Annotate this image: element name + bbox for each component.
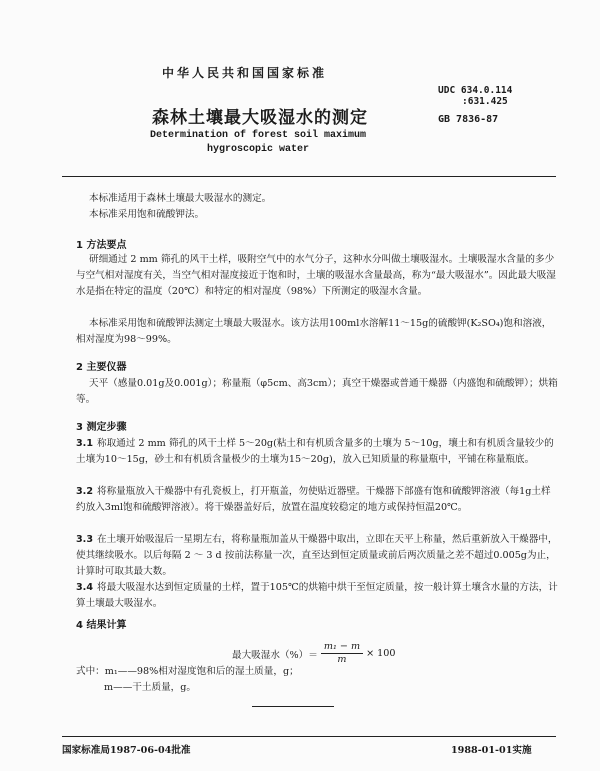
english-title-line-1: Determination of forest soil maximum [149, 130, 367, 141]
step-text: 将称量瓶放入干燥器中有孔瓷板上，打开瓶盖，勿使贴近器壁。干燥器下部盛有饱和硫酸钾溶液（每1g土样约放入3ml饱和硫酸钾溶液）。将干燥器盖好后，放置在温度较稳定的地方或保持恒温20℃。 [76, 486, 551, 513]
effective-date: 1988-01-01实施 [451, 745, 532, 756]
intro-line-2: 本标准采用饱和硫酸钾法。 [89, 209, 205, 220]
formula-multiplier: × 100 [366, 648, 396, 659]
result-formula [232, 641, 395, 666]
step-text: 称取通过 2 mm 筛孔的风干土样 5～20g(粘土和有机质含量多的土壤为 5～10g，壤土和有机质含量较少的土壤为10～15g，砂土和有机质含量极少的土壤为15～20g)，放入已知质量的称量瓶中，平铺在称量瓶底。 [76, 438, 554, 465]
step-number: 3.4 [76, 582, 93, 593]
standard-org: 中华人民共和国国家标准 [162, 66, 328, 80]
approval-date: 国家标准局1987-06-04批准 [62, 745, 191, 756]
udc-line-1: UDC 634.0.114 [438, 85, 513, 96]
end-rule [252, 706, 334, 707]
formula-denominator: m [337, 654, 347, 665]
footer-divider [62, 736, 556, 737]
step-3-4 [76, 580, 558, 612]
english-title-line-2: hygroscopic water [206, 144, 310, 155]
step-3-2 [76, 484, 558, 516]
udc-line-2: :631.425 [462, 96, 508, 107]
step-3-3 [76, 532, 558, 580]
step-number: 3.1 [76, 438, 93, 449]
formula-fraction [321, 641, 363, 666]
section-1-paragraph-1: 研细通过 2 mm 筛孔的风干土样，吸附空气中的水气分子，这种水分叫做土壤吸湿水。土壤吸湿水含量的多少与空气相对湿度有关，当空气相对湿度接近于饱和时，土壤的吸湿水含量最高，称为“最大吸湿水”。因此最大吸湿水是指在特定的温度（20℃）和特定的相对湿度（98%）下所测定的吸湿水含量。 [76, 254, 556, 297]
formula-where-m: m——干土质量，g。 [104, 682, 196, 693]
gb-number: GB 7836-87 [438, 114, 499, 125]
section-1-paragraph-2: 本标准采用饱和硫酸钾法测定土壤最大吸湿水。该方法用100ml水溶解11～15g的硫酸钾(K₂SO₄)饱和溶液，相对湿度为98～99%。 [76, 318, 552, 345]
english-title [142, 129, 374, 157]
formula-numerator: m₁ − m [321, 641, 363, 654]
section-2-heading: 2 主要仪器 [76, 362, 127, 373]
step-number: 3.2 [76, 486, 93, 497]
step-number: 3.3 [76, 534, 93, 545]
section-1-heading: 1 方法要点 [76, 240, 127, 251]
section-3-heading: 3 测定步骤 [76, 422, 127, 433]
step-text: 将最大吸湿水达到恒定质量的土样，置于105℃的烘箱中烘干至恒定质量，按一般计算土壤含水量的方法，计算土壤最大吸湿水。 [76, 582, 558, 609]
section-2-paragraph: 天平（感量0.01g及0.001g）；称量瓶（φ5cm、高3cm）；真空干燥器或普通干燥器（内盛饱和硫酸钾）；烘箱等。 [76, 378, 558, 405]
section-4-heading: 4 结果计算 [76, 620, 127, 631]
step-text: 在土壤开始吸湿后一星期左右，将称量瓶加盖从干燥器中取出，立即在天平上称量，然后重新放入干燥器中，使其继续吸水。以后每隔 2 ～ 3 d 按前法称量一次，直至达到恒定质量或前后两次质量之差不超过0.005g为止，计算时可取其最大数。 [76, 534, 558, 577]
formula-where-m1: 式中：m₁——98%相对湿度饱和后的湿土质量，g； [76, 666, 299, 677]
udc-code [438, 85, 512, 107]
intro-line-1: 本标准适用于森林土壤最大吸湿水的测定。 [89, 193, 272, 204]
formula-label: 最大吸湿水（%）＝ [232, 649, 318, 661]
step-3-1 [76, 436, 558, 468]
header-divider [62, 176, 556, 177]
document-title: 森林土壤最大吸湿水的测定 [152, 108, 368, 128]
